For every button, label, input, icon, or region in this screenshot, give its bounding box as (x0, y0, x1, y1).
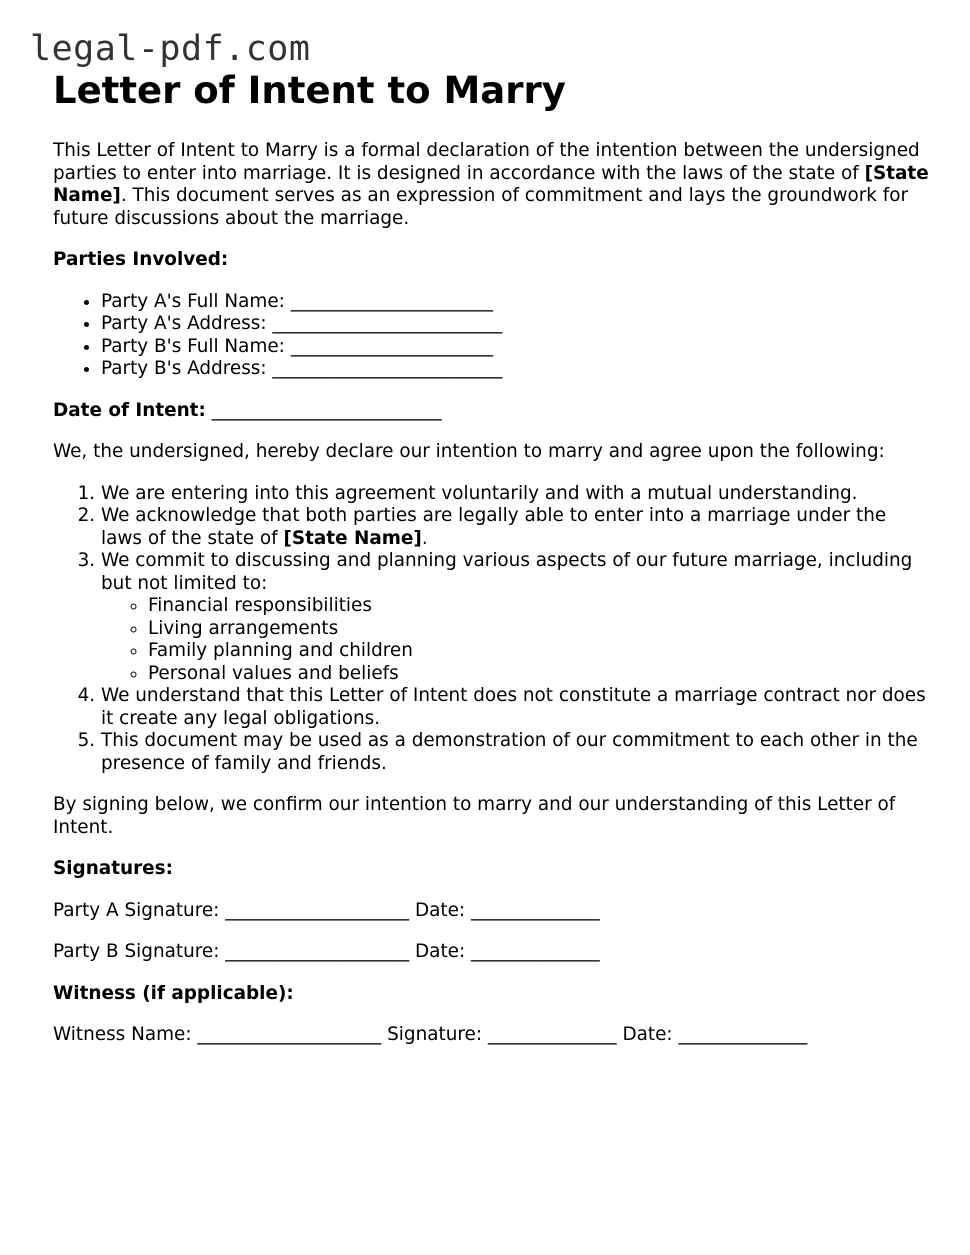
term-3-text: We commit to discussing and planning various aspects of our future marriage, including but not limited to: (101, 550, 913, 594)
date-of-intent-field (53, 400, 933, 423)
signatures-heading: Signatures: (53, 858, 173, 879)
aspect-item: ◦ Family planning and children (148, 640, 933, 663)
terms-list (53, 483, 933, 776)
term-item (101, 505, 933, 550)
term-item (101, 550, 933, 685)
parties-list (53, 291, 933, 381)
term-item: 1. We are entering into this agreement voluntarily and with a mutual understanding. (101, 483, 933, 506)
declaration-paragraph: We, the undersigned, hereby declare our intention to marry and agree upon the following: (53, 441, 885, 462)
party-b-signature-line: Party B Signature: ____________________ Date: ______________ (53, 941, 600, 962)
aspect-item: ◦ Personal values and beliefs (148, 663, 933, 686)
witness-heading: Witness (if applicable): (53, 982, 294, 1004)
watermark: legal-pdf.com (30, 29, 311, 69)
state-placeholder: [State Name] (53, 162, 929, 206)
document-page (53, 68, 933, 1047)
term-item: 4. We understand that this Letter of Intent does not constitute a marriage contract nor does it create any legal obligations. (101, 685, 933, 730)
party-a-name-field: • Party A's Full Name: ______________________ (101, 291, 933, 314)
term-2-text: We acknowledge that both parties are legally able to enter into a marriage under the laws of the state of (101, 505, 887, 549)
confirmation-paragraph: By signing below, we confirm our intention to marry and our understanding of this Letter of Intent. (53, 794, 896, 838)
term-2-end: . (421, 527, 428, 549)
witness-signature-line: Witness Name: ____________________ Signature: ______________ Date: ______________ (53, 1024, 808, 1045)
date-of-intent-blank: _________________________ (211, 399, 442, 421)
intro-text-1: This Letter of Intent to Marry is a formal declaration of the intention between the undersigned parties to enter into marriage. It is designed in accordance with the laws of the state of (53, 140, 920, 184)
party-a-signature-line: Party A Signature: ____________________ Date: ______________ (53, 899, 600, 921)
state-placeholder: [State Name] (283, 527, 422, 549)
document-title: Letter of Intent to Marry (53, 69, 566, 112)
party-a-address-field: • Party A's Address: _________________________ (101, 313, 933, 336)
term-item: 5. This document may be used as a demonstration of our commitment to each other in the presence of family and friends. (101, 730, 933, 775)
aspect-item: ◦ Financial responsibilities (148, 595, 933, 618)
marriage-aspects-list (101, 595, 933, 685)
aspect-item: ◦ Living arrangements (148, 618, 933, 641)
parties-heading: Parties Involved: (53, 249, 229, 270)
intro-paragraph (53, 140, 933, 230)
intro-text-2: . This document serves as an expression of commitment and lays the groundwork for future discussions about the marriage. (53, 185, 909, 229)
date-of-intent-label: Date of Intent: (53, 399, 206, 421)
party-b-address-field: • Party B's Address: _________________________ (101, 358, 933, 381)
party-b-name-field: • Party B's Full Name: ______________________ (101, 336, 933, 359)
